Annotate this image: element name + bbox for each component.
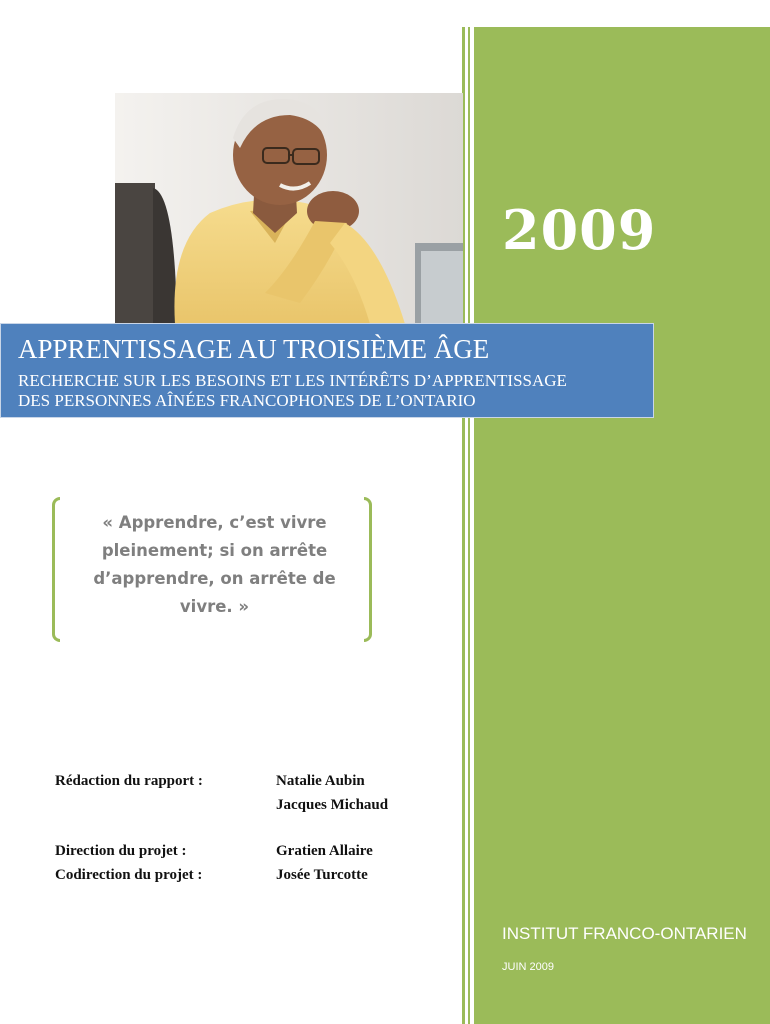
credit-label: Codirection du projet : <box>55 867 203 883</box>
subtitle-line-2: DES PERSONNES AÎNÉES FRANCOPHONES DE L’ONTARIO <box>18 391 476 410</box>
cover-photo-senior-man <box>115 93 463 324</box>
publication-date: JUIN 2009 <box>502 961 554 973</box>
quote-bracket-right <box>364 497 372 642</box>
credit-name: Gratien Allaire <box>276 843 373 859</box>
quote-bracket-left <box>52 497 60 642</box>
green-rule-thin <box>468 27 470 1024</box>
credit-name: Josée Turcotte <box>276 867 368 883</box>
photo-illustration <box>115 93 463 324</box>
quote-line: pleinement; si on arrête <box>101 541 328 560</box>
quote-block <box>72 509 357 621</box>
title-banner <box>0 323 654 418</box>
cover-year: 2009 <box>502 198 657 262</box>
quote-line: d’apprendre, on arrête de <box>93 569 336 588</box>
quote-line: vivre. » <box>179 597 250 616</box>
credit-name: Jacques Michaud <box>276 797 389 813</box>
institute-name: INSTITUT FRANCO-ONTARIEN <box>502 924 747 943</box>
credit-label: Rédaction du rapport : <box>55 773 203 789</box>
credit-name: Natalie Aubin <box>276 773 365 789</box>
credit-label: Direction du projet : <box>55 843 187 859</box>
cover-subtitle <box>18 371 567 411</box>
cover-title: APPRENTISSAGE AU TROISIÈME ÂGE <box>18 334 490 364</box>
subtitle-line-1: RECHERCHE SUR LES BESOINS ET LES INTÉRÊTS D’APPRENTISSAGE <box>18 371 567 390</box>
green-side-panel <box>474 27 770 1024</box>
quote-line: « Apprendre, c’est vivre <box>102 513 327 532</box>
